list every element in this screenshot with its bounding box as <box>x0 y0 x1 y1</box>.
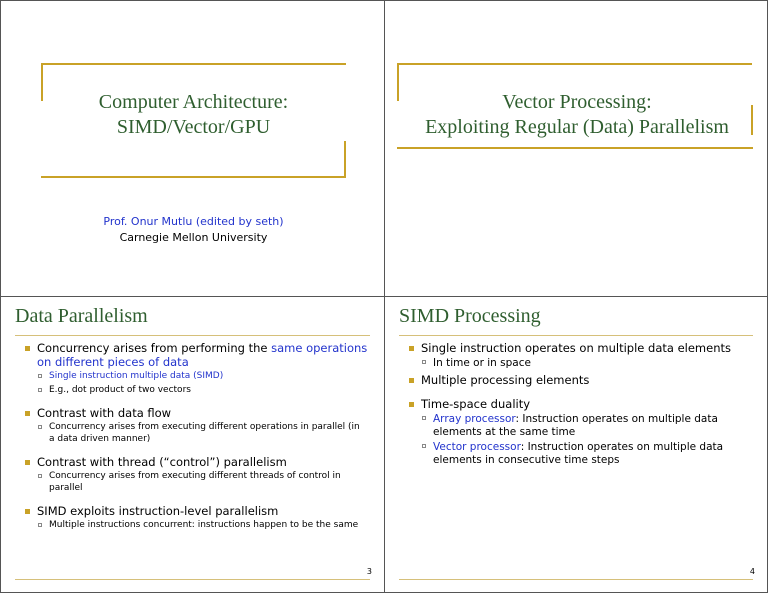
slide-2-title <box>387 90 767 140</box>
slide-1-title <box>43 90 344 140</box>
term-definition: : Instruction operates on multiple data elements at the same time <box>433 413 718 438</box>
bullet-list <box>407 341 751 470</box>
slide-title: SIMD Processing <box>399 305 541 327</box>
bullet-item <box>407 373 751 387</box>
footer-rule <box>15 579 370 580</box>
bullet-item <box>23 406 368 445</box>
sub-bullet-item: Single instruction multiple data (SIMD) <box>37 371 368 383</box>
term-highlight: Array processor <box>433 413 516 425</box>
bullet-item <box>407 341 751 370</box>
bullet-item <box>23 455 368 494</box>
bullet-item <box>407 397 751 467</box>
term-highlight: Vector processor <box>433 441 521 453</box>
bullet-text: Multiple processing elements <box>421 373 590 387</box>
bullet-text: SIMD exploits instruction-level parallelism <box>37 504 279 518</box>
title-bracket-right <box>344 141 346 178</box>
bullet-highlight: same operations on different pieces of data <box>37 341 368 369</box>
slide-title: Data Parallelism <box>15 305 148 327</box>
sub-bullet-item: E.g., dot product of two vectors <box>37 385 368 397</box>
sub-bullet-list <box>421 413 751 467</box>
sub-bullet-list <box>421 357 751 370</box>
slide-2 <box>384 0 768 297</box>
slide-4 <box>384 296 768 593</box>
slide-1 <box>0 0 385 297</box>
footer-rule <box>399 579 753 580</box>
author-block <box>1 214 385 246</box>
bullet-text: Contrast with thread (“control”) parallelism <box>37 455 287 469</box>
bullet-item <box>23 504 368 532</box>
title-rule <box>15 335 370 336</box>
bullet-text: Contrast with data flow <box>37 406 172 420</box>
sub-bullet-item <box>421 413 751 439</box>
bullet-text: Time-space duality <box>421 397 531 411</box>
bullet-list <box>23 341 368 535</box>
term-definition: : Instruction operates on multiple data elements in consecutive time steps <box>433 441 724 466</box>
title-bracket-bottom-right <box>41 176 346 178</box>
sub-bullet-list <box>37 371 368 396</box>
title-bracket-top-left <box>41 63 346 65</box>
sub-bullet-item: Multiple instructions concurrent: instructions happen to be the same <box>37 520 368 532</box>
title-line-2: Exploiting Regular (Data) Parallelism <box>425 116 729 138</box>
sub-bullet-item: Concurrency arises from executing different operations in parallel (in a data driven manner) <box>37 422 368 445</box>
title-bracket-bottom-right <box>397 147 753 149</box>
sub-bullet-list <box>37 422 368 445</box>
sub-bullet-item: In time or in space <box>421 357 751 370</box>
bullet-item <box>23 341 368 396</box>
page-number: 4 <box>749 567 755 576</box>
sub-bullet-list <box>37 471 368 494</box>
bullet-text: Single instruction operates on multiple data elements <box>421 341 732 355</box>
page-number: 3 <box>366 567 372 576</box>
title-line-2: SIMD/Vector/GPU <box>116 116 271 138</box>
sub-bullet-item <box>421 441 751 467</box>
slide-3 <box>0 296 385 593</box>
sub-bullet-list <box>37 520 368 532</box>
title-rule <box>399 335 753 336</box>
sub-bullet-item: Concurrency arises from executing different threads of control in parallel <box>37 471 368 494</box>
author-name: Prof. Onur Mutlu (edited by seth) <box>103 215 284 228</box>
title-bracket-top-left <box>397 63 752 65</box>
title-line-1: Computer Architecture: <box>98 91 289 113</box>
title-line-1: Vector Processing: <box>502 91 652 113</box>
bullet-text: Concurrency arises from performing the <box>37 341 272 355</box>
author-affiliation: Carnegie Mellon University <box>119 231 268 244</box>
